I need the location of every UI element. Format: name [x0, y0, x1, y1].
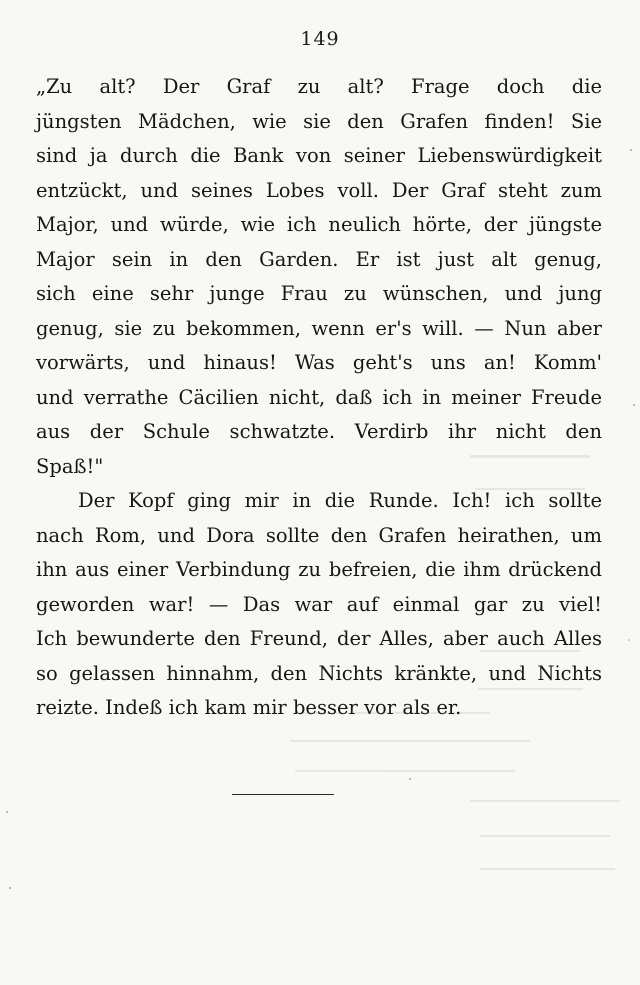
- text-line: genug, sie zu bekommen, wenn er's will. — Nun aber: [36, 316, 602, 340]
- page-number: 149: [300, 28, 340, 50]
- text-line: ihn aus einer Verbindung zu befreien, die ihm drückend: [36, 558, 602, 581]
- text-line: und verrathe Cäcilien nicht, daß ich in meiner Freude: [36, 385, 602, 409]
- text-line: aus der Schule schwatzte. Verdirb ihr nicht den: [36, 420, 602, 443]
- body-text: [36, 70, 602, 726]
- text-line: jüngsten Mädchen, wie sie den Grafen finden! Sie: [36, 109, 602, 133]
- text-line: so gelassen hinnahm, den Nichts kränkte, und Nichts: [36, 661, 602, 685]
- text-line: sich eine sehr junge Frau zu wünschen, und jung: [36, 282, 602, 305]
- text-line: Der Kopf ging mir in die Runde. Ich! ich sollte: [78, 489, 602, 512]
- text-line: entzückt, und seines Lobes voll. Der Graf steht zum: [36, 178, 602, 202]
- text-line: Ich bewunderte den Freund, der Alles, aber auch Alles: [36, 627, 602, 650]
- text-line: nach Rom, und Dora sollte den Grafen heirathen, um: [36, 523, 602, 547]
- text-line: geworden war! — Das war auf einmal gar zu viel!: [36, 592, 602, 616]
- text-line: vorwärts, und hinaus! Was geht's uns an! Komm': [36, 351, 602, 374]
- text-line: Major sein in den Garden. Er ist just alt genug,: [36, 247, 602, 271]
- text-line: sind ja durch die Bank von seiner Liebenswürdigkeit: [36, 144, 602, 167]
- text-line: reizte. Indeß ich kam mir besser vor als er.: [36, 696, 462, 719]
- section-divider: [232, 794, 334, 795]
- text-line: „Zu alt? Der Graf zu alt? Frage doch die: [36, 75, 602, 98]
- text-line: Major, und würde, wie ich neulich hörte, der jüngste: [36, 213, 602, 236]
- text-line: Spaß!": [36, 454, 104, 478]
